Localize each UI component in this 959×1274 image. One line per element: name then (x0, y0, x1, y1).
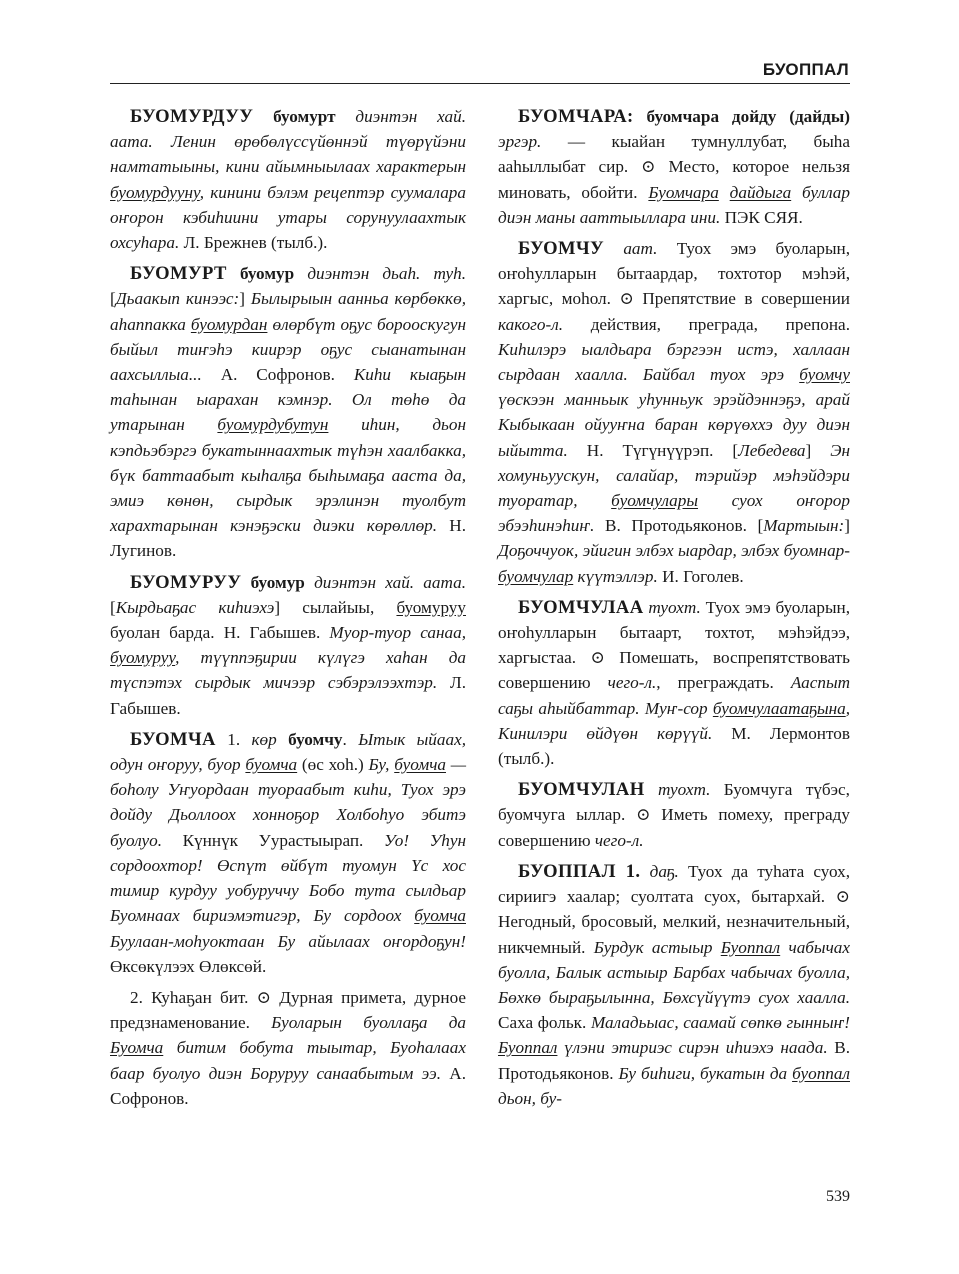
text-run: Киһилэрэ ыалдьара бэргээн истэ, халлаан сырдаан хаалла. Байбал туох эрэ (498, 339, 850, 385)
text-run: Күннүк Уурастыырап. (162, 830, 384, 850)
example-keyword: буомурдан (190, 314, 268, 334)
example-keyword: буомуруу (396, 597, 466, 617)
text-run: Өксөкүлээх Өлөксөй. (110, 956, 267, 976)
text-run: көр (251, 729, 289, 749)
text-run (719, 183, 730, 202)
example-keyword: буомча (414, 906, 466, 926)
text-run: Саха фольк. (498, 1013, 591, 1033)
example-keyword: Буомчара (648, 182, 719, 202)
text-run: . (342, 729, 359, 749)
text-run: Н. Түгүнүүрэп. [ (567, 440, 739, 460)
text-run: буолан барда. Н. Габышев. (110, 623, 330, 643)
text-run: Киһи кыаҕын таһынан ыарахан кэмнэр. Ол төһө да утарынан (110, 365, 466, 435)
text-run: действия, преграда, препона. (563, 314, 850, 334)
entry-buomcha (110, 727, 466, 979)
text-run: Маладьыас, саамай сөпкө гынныҥ! (590, 1013, 851, 1033)
headword: БУОМУРУУ (130, 571, 242, 593)
entry-buomchulaa (498, 595, 850, 771)
text-run: ] (844, 516, 850, 536)
example-keyword: дайдыга (729, 182, 792, 202)
text-run: ] (805, 440, 831, 460)
text-run: Бу, (368, 755, 395, 775)
example-keyword: Буомча (110, 1038, 164, 1058)
example-keyword: буомчу (799, 365, 850, 385)
headword: БУОМЧУЛАН (518, 779, 645, 801)
text-run: диэнтэн дьаһ. туһ. (307, 264, 466, 284)
text-run: Л. Габышев. (110, 673, 466, 718)
text-run: туохт. (644, 780, 711, 800)
example-keyword: буомчулаатаҕына (712, 698, 846, 718)
text-run: Буулаан-моһуоктаан Бу айылаах оҥордоҕун! (110, 931, 466, 951)
text-run: , кинини бэлэм рецептэр суумалара оҥорон кэбиһиини утары сорунуулаахтык охсуһара. (110, 182, 466, 253)
example-keyword: буомурдубутун (217, 415, 329, 435)
example-keyword: буомча (394, 755, 446, 775)
text-run: А. Софронов. (201, 365, 354, 385)
headword: БУОМЧУ (518, 238, 605, 260)
text-run: Буоларын буоллаҕа да (271, 1013, 466, 1033)
text-run: өлөрбүт оҕус борооскугун быйыл тиҥэһэ киирэр оҕус сыанатынан аахсыллыа... (110, 314, 466, 385)
text-run: Дьаакып кинээс: (115, 289, 240, 309)
example-keyword: Буоппал (720, 937, 781, 957)
text-run: даҕ. (640, 861, 679, 881)
text-run: М. Лермонтов (тылб.). (498, 723, 851, 769)
entry-buomchu (498, 236, 850, 589)
text-run: Уо! Уһун сордоохтор! Өспүт өйбүт туомун Үс хос тимир курдуу уобуруччу Бобо тута сылдьар Буомнаах бириэмэтигэр, Бу сордоох (110, 830, 466, 926)
headword: БУОМЧАРА: (518, 106, 634, 127)
text-run: [ (110, 597, 116, 617)
text-run: И. Гоголев. (657, 566, 744, 586)
text-run: , Кинилэри өйдүөн көрүүй. (498, 698, 850, 743)
example-keyword: буомуруу (110, 648, 176, 668)
entry-buomurt (110, 261, 466, 563)
text-run: ПЭК СЯЯ. (720, 207, 803, 227)
text-run: Былырыын аанньа көрбөккө, аһаппакка (110, 289, 466, 334)
text-run: Туох эмэ буоларын, оҥоһулларын бытаардар, тохтотор мэһэй, харгыс, моһол. ⊙ Препятствие в совершении (498, 239, 850, 309)
text-run: буомчу (288, 729, 343, 749)
text-run: үөскээн манньык уһунньук эрэйдэннэҕэ, арай Кыбыкаан ойууҥна баран көрүөххэ дуу диэн ыйытта. (498, 390, 850, 460)
text-run: Ытык ыйаах, одун оҥоруу, буор (110, 729, 466, 775)
text-run: туохт. (643, 597, 701, 617)
entry-buomchara (498, 104, 850, 230)
text-run: буллар диэн маны ааттыыллара ини. (498, 182, 850, 227)
text-run: дьон, бу- (498, 1088, 562, 1108)
text-run: буомурт (253, 107, 356, 126)
text-run: — кыайан тумнуллубат, быһа ааһыллыбат сир. ⊙ Место, которое нельзя миновать, обойти. (498, 132, 850, 202)
right-column (498, 104, 850, 1117)
text-run: Муор-туор санаа, (329, 623, 466, 643)
left-column (110, 104, 466, 1117)
text-run: Н. Лугинов. (110, 516, 466, 561)
text-run: эргэр. (498, 132, 542, 152)
text-run: диэнтэн хай. аата. (314, 572, 467, 592)
text-run: ] (239, 289, 251, 309)
text-run: Туох эмэ буоларын, оҥоһулларын бытаарт, тохтот, мэһэйдээ, харгыстаа. ⊙ Помешать, воспрепятствовать совершению (498, 597, 850, 693)
text-run: чего-л. (594, 830, 644, 850)
text-run: аат. (604, 239, 658, 259)
example-keyword: буомчулары (611, 491, 699, 511)
example-keyword: буомчулар (498, 566, 574, 586)
text-run: , преграждать. (656, 673, 791, 693)
text-run: Л. Брежнев (тылб.). (179, 233, 328, 253)
entry-buomuruu (110, 570, 466, 721)
text-run: үлэни этириэс сирэн иһиэхэ наада. (557, 1038, 828, 1058)
text-run: чабычах буолла, Балык астыыр Барбах чабычах буолла, Бөхкө быраҕылынна, Бөхсүйүүтэ суох хаалла. (498, 937, 850, 1007)
entry-buomchulan (498, 777, 850, 853)
text-run: какого-л. (498, 314, 563, 334)
entry-buoppal (498, 859, 850, 1111)
example-keyword: буомча (245, 755, 298, 775)
text-run: Бу биһиги, букатын да (618, 1063, 793, 1083)
text-run: , түүппэҕирии күлүгэ хаһан да түспэтэх сырдык мичээр сэбэрэлээхтэр. (110, 648, 466, 693)
text-run: — боһолу Уҥуордаан туораабыт киһи, Туох эрэ дойду Дьоллоох хонноҕор Холбоһуо эбитэ буолуо. (110, 755, 467, 850)
text-run: Эн хомуньуускун, салайар, тэрийэр мэһэйдэри туоратар, (498, 440, 850, 511)
entry-buomurduu (110, 104, 466, 255)
text-run: Кырдьаҕас киһиэхэ (115, 597, 275, 617)
text-run: буомур (226, 264, 308, 284)
headword: БУОППАЛ 1. (518, 860, 641, 882)
example-keyword: Буоппал (498, 1038, 558, 1058)
text-run: Ааспыт саҕы аһыйбаттар. Муҥ-сор (498, 673, 850, 718)
text-run: суох оҥорор эбээһинэһиҥ. (498, 491, 850, 536)
text-run: чего-л. (607, 673, 657, 693)
running-head: БУОППАЛ (762, 60, 849, 79)
text-run: Доҕоччуок, эйигин элбэх ыардар, элбэх буомнар- (498, 541, 850, 561)
header-rule (110, 83, 850, 84)
text-run: Буомчуга түбэс, буомчуга ыллар. ⊙ Иметь помеху, преграду совершению (498, 780, 850, 850)
entry-buomcha-sense-2 (110, 985, 466, 1111)
text-run: буомур (241, 572, 315, 592)
text-run: диэнтэн хай. аата. Ленин өрөбөлүссүйөннэй түөрүйэни намтатыыны, кини айымныылаах характерын (110, 107, 467, 177)
text-run: А. Софронов. (110, 1063, 466, 1108)
text-run: буомчара дойду (дайды) (633, 107, 850, 126)
text-run: В. Протодьяконов. (498, 1038, 850, 1083)
text-run: ] сылайыы, (274, 597, 397, 617)
page-number: 539 (826, 1188, 850, 1205)
text-run: (өс хоһ.) (297, 755, 369, 775)
text-run: [ (110, 289, 116, 309)
headword: БУОМЧА (130, 728, 216, 750)
text-run: Бурдук астыыр (593, 937, 721, 957)
example-keyword: буоппал (792, 1063, 850, 1083)
text-run: иһин, дьон кэпдьэбэргэ букатыннаахтык түһэн хаалбакка, бүк баттаабыт кыһалҕа быһымаҕа ааста да, эмиэ көнөн, сырдык эрэлинэн туолбут харахтарынан кэнэҕэски диэки көрөллөр. (110, 415, 466, 536)
text-run: битим бобута тыытар, Буоһалаах баар буолуо диэн Боруруу санаабытым ээ. (110, 1038, 466, 1083)
text-run: 1. (215, 729, 252, 749)
text-run: Мартыын: (763, 516, 845, 536)
text-run: Туох да туһата суох, сириигэ хаалар; суолтата суох, бытархай. ⊙ Негодный, бросовый, мелкий, незначительный, никчемный. (498, 861, 851, 957)
text-run: Лебедева (738, 440, 806, 460)
text-run: В. Протодьяконов. [ (594, 516, 764, 536)
headword: БУОМУРТ (130, 263, 227, 285)
example-keyword: буомурдууну (110, 182, 200, 202)
headword: БУОМЧУЛАА (518, 596, 644, 618)
text-run: күүтэллэр. (573, 566, 658, 586)
text-run: 2. Куһаҕан бит. ⊙ Дурная примета, дурное предзнаменование. (110, 987, 466, 1033)
headword: БУОМУРДУУ (130, 106, 254, 127)
